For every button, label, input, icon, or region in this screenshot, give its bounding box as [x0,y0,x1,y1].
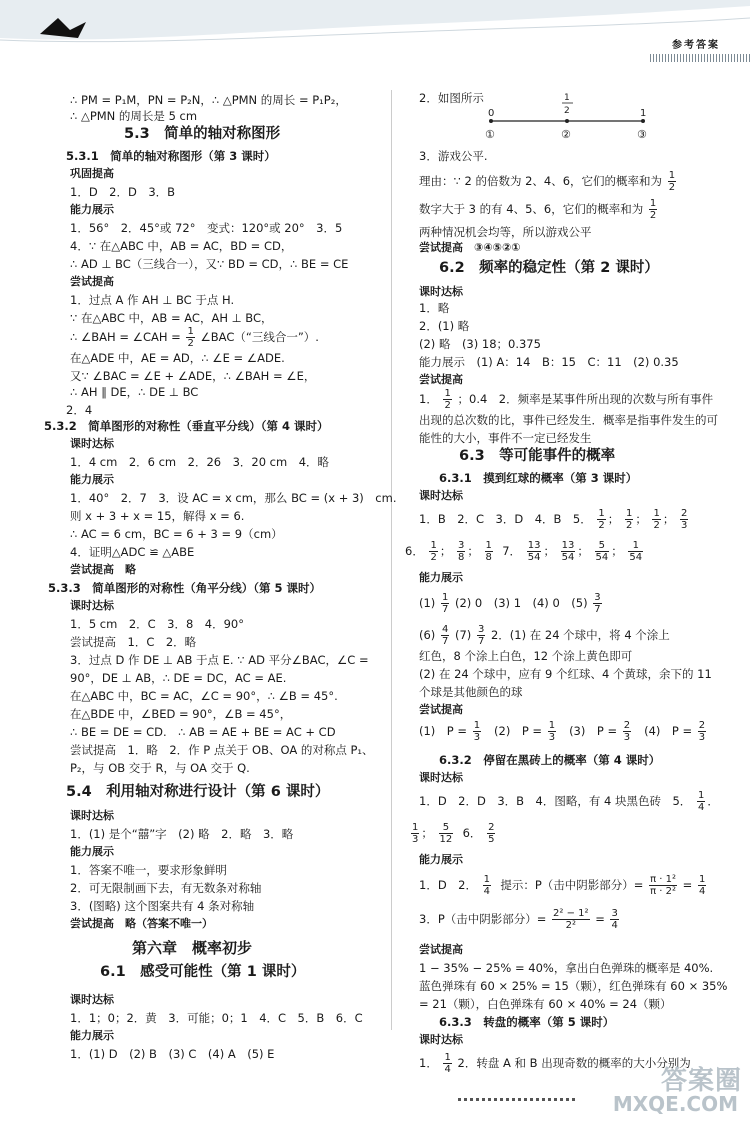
label: 尝试提高 ③④⑤②① [419,241,521,254]
footer-rule [458,1098,578,1101]
label: 尝试提高 [70,275,114,288]
label: 课时达标 [70,437,114,450]
text-line: 1．5 cm 2．C 3．8 4．90° [70,617,244,631]
text-line: 1．B 2．C 3．D 4．B 5． $\frac{1}{2}$ ； $\frac{1}{2}$ ； $\frac{1}{2}$ ； $\frac{2}{3}$ [419,508,688,531]
text-line: P₂，与 OB 交于 R，与 OA 交于 Q. [70,761,250,775]
text-line: (6) $\frac{4}{7}$ (7) $\frac{3}{7}$ 2．(1) 在 24 个球中，将 4 个涂上 [419,624,670,647]
text-line: 1．4 cm 2．6 cm 2．26 3．20 cm 4．略 [70,455,330,469]
text-line: 个球是其他颜色的球 [419,685,523,699]
mark-1: ① [485,128,495,141]
label: 课时达标 [419,1033,463,1046]
subsection-heading: 5.3.1 简单的轴对称图形（第 3 课时） [66,149,276,163]
text-line: 能力展示 (1) A：14 B：15 C：11 (2) 0.35 [419,355,679,369]
text-line: ∵ 在△ABC 中，AB = AC，AH ⊥ BC， [70,311,273,325]
text-line: 3．过点 D 作 DE ⊥ AB 于点 E. ∵ AD 平分∠BAC，∠C = [70,653,369,667]
text-line: 1．答案不唯一，要求形象鲜明 [70,863,227,877]
text-line: 1．D 2．D 3．B 4．图略，有 4 块黑色砖 5． $\frac{1}{4}$ ． [419,790,719,813]
text-line: 1．1；0；2．黄 3．可能；0；1 4．C 5．B 6．C [70,1011,363,1025]
text-line: 能性的大小，事件不一定已经发生 [419,431,592,445]
section-heading: 6.1 感受可能性（第 1 课时） [100,964,306,980]
number-line-figure [485,86,655,146]
text-line [70,326,319,349]
text-line: 尝试提高 1．C 2．略 [70,635,197,649]
text-line: ∴ BE = DE = CD. ∴ AB = AE + BE = AC + CD [70,725,336,739]
fraction: $\frac{1}{2}$ [649,198,657,221]
section-heading: 6.2 频率的稳定性（第 2 课时） [439,260,659,276]
subsection-heading: 5.3.2 简单图形的对称性（垂直平分线）（第 4 课时） [44,419,329,433]
text-line: 1．40° 2．7 3．设 AC = x cm，那么 BC = (x + 3) cm. [70,491,397,505]
text-line: = 21（颗），白色弹珠有 60 × 40% = 24（颗） [419,997,672,1011]
text-line: 6． $\frac{1}{2}$ ； $\frac{3}{8}$ ； $\frac{1}{8}$ 7． $\frac{13}{54}$ ； $\frac{13}{54}$ ； $\frac{5}{54}$ ； $\frac{1}{54}$ [405,540,643,563]
text-line: 2．(1) 略 [419,319,470,333]
tick-label-1: 1 [640,108,647,119]
header-label: 参考答案 [672,40,720,51]
text-line: 1．(1) 是个“囍”字 (2) 略 2．略 3．略 [70,827,294,841]
text-line: 4．证明△ADC ≌ △ABE [70,545,195,559]
label: 能力展示 [70,845,114,858]
watermark-url: MXQE.COM [612,1092,738,1116]
subsection-heading: 6.3.2 停留在黑砖上的概率（第 4 课时） [439,753,661,767]
label: 课时达标 [419,285,463,298]
text-line: ∴ PM = P₁M，PN = P₂N，∴ △PMN 的周长 = P₁P₂， [70,93,347,107]
header-stripes-decoration [650,54,750,62]
text-line: (2) 在 24 个球中，应有 9 个红球、4 个黄球，余下的 11 [419,667,712,681]
text-segment: ∴ ∠BAH = ∠CAH = [70,330,181,344]
label: 课时达标 [419,771,463,784]
mark-2: ② [561,128,571,141]
text-line: 1 − 35% − 25% = 40%，拿出白色弹珠的概率是 40%. [419,961,714,975]
text-line: (1) $\frac{1}{7}$ (2) 0 (3) 1 (4) 0 (5) $\frac{3}{7}$ [419,592,601,615]
label: 尝试提高 [419,373,463,386]
text-line: 1．过点 A 作 AH ⊥ BC 于点 H. [70,293,235,307]
text-line: 理由：∵ 2 的倍数为 2、4、6，它们的概率和为 $\frac{1}{2}$ [419,170,676,193]
mark-3: ③ [637,128,647,141]
text-line: 在△ADE 中，AE = AD，∴ ∠E = ∠ADE. [70,351,285,365]
label: 尝试提高 略 [70,563,136,576]
fraction: $\frac{1}{2}$ [668,170,676,193]
chapter-heading: 第六章 概率初步 [132,939,253,957]
header-wave-decoration [0,0,750,60]
text-line: 1．D 2． $\frac{1}{4}$ 提示：P（击中阴影部分）= $\frac{\text{π · 1²}}{\text{π · 2²}}$ = $\frac{1}{4}$ [419,874,706,897]
section-heading: 5.3 简单的轴对称图形 [124,126,281,142]
text-line: 90°，DE ⊥ AB，∴ DE = DC，AC = AE. [70,671,287,685]
text-line: 2．可无限制画下去，有无数条对称轴 [70,881,262,895]
text-line: 又∵ ∠BAC = ∠E + ∠ADE，∴ ∠BAH = ∠E， [70,369,316,383]
subsection-heading: 5.3.3 简单图形的对称性（角平分线）（第 5 课时） [48,581,321,595]
text-line: (1) P = $\frac{1}{3}$ (2) P = $\frac{1}{3}$ (3) P = $\frac{2}{3}$ (4) P = $\frac{2}{3}$ [419,720,706,743]
label: 课时达标 [419,489,463,502]
label: 巩固提高 [70,167,114,180]
text-line: 3．(图略) 这个图案共有 4 条对称轴 [70,899,255,913]
text-line: 2．如图所示 [419,91,484,105]
label: 能力展示 [419,571,463,584]
text-line: 尝试提高 1．略 2．作 P 点关于 OB、OA 的对称点 P₁、 [70,743,374,757]
text-line: ∴ AC = 6 cm，BC = 6 + 3 = 9（cm） [70,527,283,541]
subsection-heading: 6.3.3 转盘的概率（第 5 课时） [439,1015,615,1029]
watermark-logo: 答案圈 [660,1066,742,1096]
text-line: 数字大于 3 的有 4、5、6，它们的概率和为 $\frac{1}{2}$ [419,198,657,221]
text-line: 两种情况机会均等，所以游戏公平 [419,225,592,239]
label: 能力展示 [70,1029,114,1042]
text-line: 1．(1) D (2) B (3) C (4) A (5) E [70,1047,275,1061]
text-line: ∴ AH ∥ DE，∴ DE ⊥ BC [70,385,199,399]
label: 尝试提高 略（答案不唯一） [70,917,213,930]
text-line: 3．游戏公平. [419,149,488,163]
text-line: 1．D 2．D 3．B [70,185,176,199]
text-line: 在△BDE 中，∠BED = 90°，∠B = 45°， [70,707,292,721]
column-divider [391,90,392,1030]
text-line: 蓝色弹珠有 60 × 25% = 15（颗），红色弹珠有 60 × 35% [419,979,728,993]
label: 课时达标 [70,993,114,1006]
text-line: 红色，8 个涂上白色，12 个涂上黄色即可 [419,649,633,663]
tick-label-half-den: 2 [564,106,570,116]
label: 能力展示 [70,203,114,216]
text-line: 1． $\frac{1}{2}$ ；0.4 2．频率是某事件所出现的次数与所有事件 [419,388,714,411]
text-line: ∴ △PMN 的周长是 5 cm [70,109,198,123]
text-line: 在△ABC 中，BC = AC，∠C = 90°，∴ ∠B = 45°. [70,689,338,703]
text-line: (2) 略 (3) 18；0.375 [419,337,541,351]
text-line: 则 x + 3 + x = 15，解得 x = 6. [70,509,245,523]
label: 能力展示 [419,853,463,866]
text-line: $\frac{1}{3}$ ； $\frac{5}{12}$ 6． $\frac{2}{5}$ [412,822,495,845]
fraction: $\frac{1}{2}$ [444,388,451,411]
label: 能力展示 [70,473,114,486]
text-segment: ∠BAC（“三线合一”）. [200,330,319,344]
text-line: 出现的总次数的比，事件已经发生．概率是指事件发生的可 [419,413,718,427]
text-line: 1．56° 2．45°或 72° 变式：120°或 20° 3．5 [70,221,343,235]
label: 课时达标 [70,599,114,612]
subsection-heading: 6.3.1 摸到红球的概率（第 3 课时） [439,471,638,485]
tick-label-half-num: 1 [564,93,570,103]
text-line: 4．∵ 在△ABC 中，AB = AC，BD = CD， [70,239,293,253]
text-line: 1． $\frac{1}{4}$ 2．转盘 A 和 B 出现奇数的概率的大小分别为 [419,1052,691,1075]
label: 尝试提高 [419,703,463,716]
text-line: 3．P（击中阴影部分）= $\frac{\text{2² − 1²}}{\text{2²}}$ = $\frac{3}{4}$ [419,908,618,931]
section-heading: 6.3 等可能事件的概率 [459,448,616,464]
text-line: 1．略 [419,301,450,315]
text-line: 2．4 [66,403,93,417]
label: 课时达标 [70,809,114,822]
text-line: ∴ AD ⊥ BC（三线合一），又∵ BD = CD，∴ BE = CE [70,257,349,271]
tick-label-0: 0 [488,108,495,119]
label: 尝试提高 [419,943,463,956]
section-heading: 5.4 利用轴对称进行设计（第 6 课时） [66,784,330,800]
fraction: $\frac{1}{2}$ [187,326,194,349]
